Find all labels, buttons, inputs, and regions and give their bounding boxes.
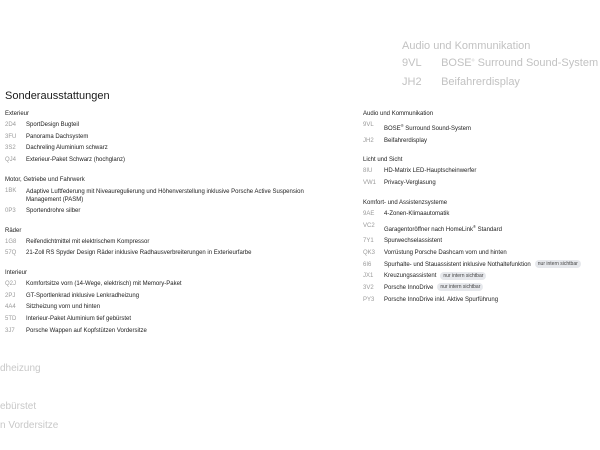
option-code: 9AE [363, 210, 375, 217]
option-row [363, 295, 595, 307]
option-row [5, 302, 325, 314]
option-code: 1G8 [5, 238, 17, 245]
option-label: Porsche Wappen auf Kopfstützen Vordersitze [26, 327, 147, 334]
option-label: Panorama Dachsystem [26, 133, 89, 140]
section-title: Licht und Sicht [363, 157, 403, 164]
option-code: 57Q [5, 250, 17, 257]
option-row [363, 209, 595, 221]
option-row [5, 155, 325, 167]
option-label-text: Porsche InnoDrive [384, 285, 434, 292]
option-label: GT-Sportlenkrad inklusive Lenkradheizung [26, 292, 140, 299]
option-row [363, 283, 595, 295]
option-code: PY3 [363, 296, 375, 303]
option-label: SportDesign Bugteil [26, 122, 80, 128]
option-code: VC2 [363, 222, 375, 229]
option-label: Adaptive Luftfederung mit Niveauregulierung und Höhenverstellung inklusive Porsche Active Suspension Management (PASM) [26, 188, 304, 203]
option-label: Sportendrohre silber [26, 207, 81, 214]
section-interieur [5, 270, 325, 338]
option-label: Vorrüstung Porsche Dashcam vorn und hinten [384, 249, 507, 256]
option-row [5, 314, 325, 326]
option-label: Interieur-Paket Aluminium tief gebürstet [26, 316, 132, 323]
faded-section-title: Audio und Kommunikation [402, 40, 531, 52]
option-row [363, 271, 595, 283]
section-motor [5, 177, 325, 218]
option-label: HD-Matrix LED-Hauptscheinwerfer [384, 168, 477, 175]
option-code: 2D4 [5, 122, 17, 128]
option-row [5, 326, 325, 338]
option-row [363, 236, 595, 248]
option-label [384, 283, 595, 295]
option-code: 3FU [5, 133, 17, 140]
option-code: 3J7 [5, 327, 15, 334]
option-label: Privacy-Verglasung [384, 180, 436, 187]
internal-visibility-badge: nur intern sichtbar [437, 283, 483, 291]
option-row [363, 120, 595, 136]
option-label-text: Kreuzungsassistent [384, 273, 437, 280]
section-title: Audio und Kommunikation [363, 111, 434, 117]
option-label: BOSE® Surround Sound-System [384, 123, 472, 132]
option-row [5, 248, 325, 260]
option-code: 5TD [5, 316, 17, 323]
faded-fragment: dheizung [0, 363, 41, 374]
option-code: QK3 [363, 249, 376, 256]
option-row [363, 178, 595, 190]
option-label: 21-Zoll RS Spyder Design Räder inklusive Radhausverbreiterungen in Exterieurfarbe [26, 250, 252, 257]
option-row [5, 132, 325, 144]
option-row [363, 248, 595, 260]
option-row [363, 221, 595, 237]
option-code: 7Y1 [363, 238, 374, 245]
section-audio [363, 111, 595, 147]
option-code: 3V2 [363, 285, 374, 292]
option-code: 1BK [5, 187, 17, 194]
option-row [5, 143, 325, 155]
faded-row-label: Beifahrerdisplay [441, 76, 520, 88]
option-row [363, 166, 595, 178]
right-column [363, 111, 595, 316]
option-label-text: Spurhalte- und Stauassistent inklusive Nothaltefunktion [384, 261, 531, 268]
section-title: Interieur [5, 269, 28, 276]
section-komfort [363, 200, 595, 307]
option-code: 6I6 [363, 261, 372, 268]
internal-visibility-badge: nur intern sichtbar [440, 272, 486, 280]
option-label: Garagentoröffner nach HomeLink® Standard [384, 223, 502, 233]
option-row [363, 260, 595, 272]
option-row [5, 279, 325, 291]
option-code: 4A4 [5, 304, 16, 311]
faded-row [402, 57, 598, 69]
option-row [363, 136, 595, 148]
option-label [384, 260, 595, 272]
section-title: Räder [5, 227, 22, 234]
section-title: Exterieur [5, 111, 30, 117]
option-label: Beifahrerdisplay [384, 137, 428, 144]
option-label: Sitzheizung vorn und hinten [26, 304, 101, 311]
section-title: Motor, Getriebe und Fahrwerk [5, 176, 85, 183]
option-label: Reifendichtmittel mit elektrischem Kompressor [26, 238, 150, 245]
option-code: 9VL [363, 122, 374, 128]
option-code: QJ4 [5, 157, 17, 164]
faded-fragment: ebürstet [0, 401, 37, 412]
option-code: 2PJ [5, 292, 16, 299]
option-code: JH2 [363, 137, 374, 144]
option-label: 4-Zonen-Klimaautomatik [384, 210, 450, 217]
option-row [5, 237, 325, 249]
internal-visibility-badge: nur intern sichtbar [535, 260, 581, 268]
option-row [5, 206, 325, 218]
option-label: Porsche InnoDrive inkl. Aktive Spurführung [384, 296, 499, 303]
option-code: 8IU [363, 168, 373, 175]
option-code: JX1 [363, 273, 374, 280]
left-column [5, 111, 325, 347]
faded-fragment: n Vordersitze [0, 420, 59, 431]
option-code: 3S2 [5, 145, 16, 152]
section-raeder [5, 228, 325, 260]
option-code: VW1 [363, 180, 377, 187]
faded-row [402, 76, 520, 88]
faded-row-label: BOSE® Surround Sound-System [441, 57, 599, 69]
option-label: Spurwechselassistent [384, 238, 443, 245]
option-label: Dachreling Aluminium schwarz [26, 145, 108, 152]
option-row [5, 120, 325, 132]
page-title: Sonderausstattungen [5, 90, 110, 102]
faded-row-code: JH2 [402, 76, 422, 88]
option-label: Exterieur-Paket Schwarz (hochglanz) [26, 157, 126, 164]
section-exterieur [5, 111, 325, 167]
section-licht [363, 157, 595, 189]
option-row [5, 186, 325, 206]
option-row [5, 291, 325, 303]
section-title: Komfort- und Assistenzsysteme [363, 199, 448, 206]
option-label: Komfortsitze vorn (14-Wege, elektrisch) mit Memory-Paket [26, 280, 182, 287]
option-code: 0P3 [5, 207, 16, 214]
faded-row-code: 9VL [402, 57, 422, 69]
option-code: Q2J [5, 280, 17, 287]
option-label [384, 271, 595, 283]
